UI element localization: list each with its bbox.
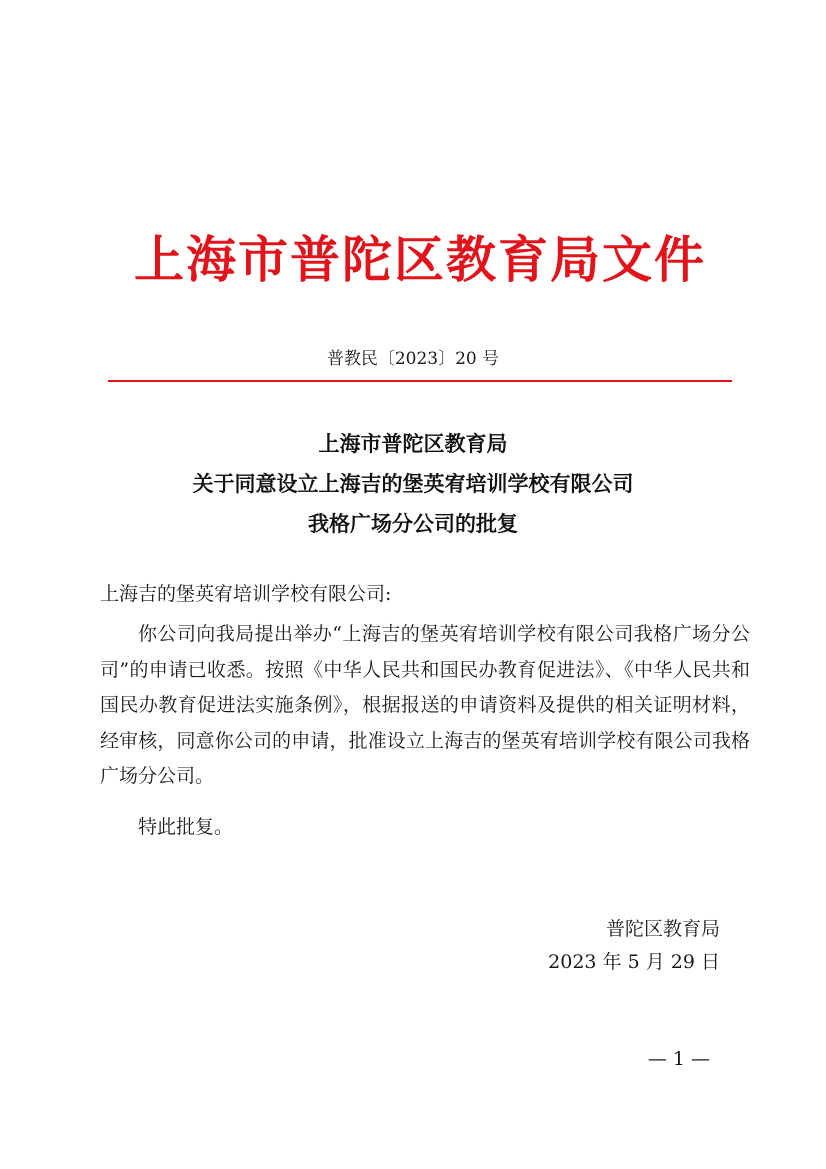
document-title xyxy=(0,424,826,544)
body-paragraph: 你公司向我局提出举办“上海吉的堡英宥培训学校有限公司我格广场分公司”的申请已收悉。按照《中华人民共和国民办教育促进法》、《中华人民共和国民办教育促进法实施条例》，根据报送的申请资料及提供的相关证明材料，经审核，同意你公司的申请，批准设立上海吉的堡英宥培训学校有限公司我格广场分公司。 xyxy=(100,623,750,788)
red-divider-line xyxy=(108,380,732,382)
page-number: — 1 — xyxy=(647,1048,710,1070)
signature-block xyxy=(500,913,720,979)
title-line-1: 上海市普陀区教育局 xyxy=(318,431,508,456)
issue-date: 2023 年 5 月 29 日 xyxy=(548,951,720,973)
issuer-name: 普陀区教育局 xyxy=(605,918,720,940)
title-line-3: 我格广场分公司的批复 xyxy=(308,511,518,536)
document-number: 普教民〔2023〕20 号 xyxy=(326,349,500,369)
addressee: 上海吉的堡英宥培训学校有限公司: xyxy=(100,583,392,605)
title-line-2: 关于同意设立上海吉的堡英宥培训学校有限公司 xyxy=(192,471,634,496)
masthead-title: 上海市普陀区教育局文件 xyxy=(134,230,706,289)
closing-remark: 特此批复。 xyxy=(138,816,234,838)
